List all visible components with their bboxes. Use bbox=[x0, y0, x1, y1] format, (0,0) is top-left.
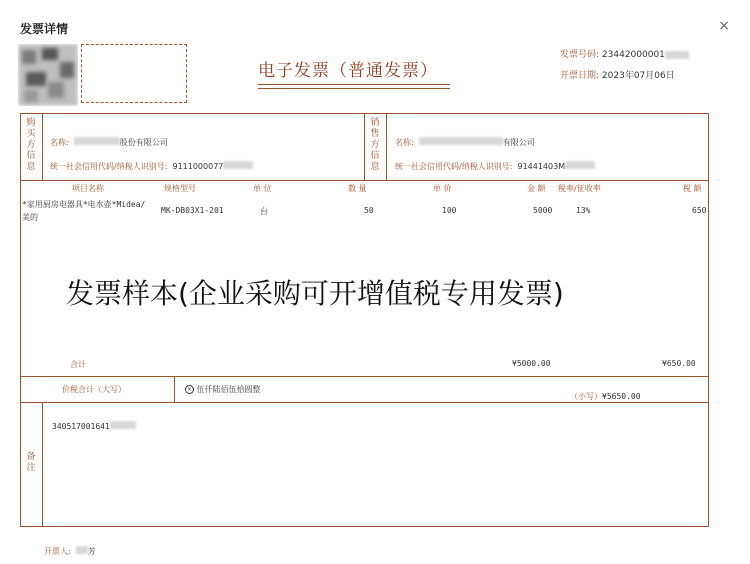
total-small-value: ¥5650.00 bbox=[602, 392, 641, 401]
title-underline bbox=[258, 84, 450, 85]
label-char: 息 bbox=[370, 162, 380, 172]
header-tax: 税 额 bbox=[683, 184, 702, 193]
buyer-name-value: 股份有限公司 bbox=[119, 138, 168, 147]
seller-name bbox=[395, 130, 535, 149]
invoice-date bbox=[560, 68, 675, 81]
subtotal-label: 合计 bbox=[70, 360, 86, 369]
seal-placeholder bbox=[81, 44, 187, 103]
total-uppercase-value: 伍仟陆佰伍拾圆整 bbox=[196, 385, 261, 394]
seller-tax-value: 91441403M bbox=[517, 162, 566, 171]
seller-name-value: 有限公司 bbox=[502, 138, 535, 147]
item-name: *家用厨房电器具*电水壶*Midea/ bbox=[22, 200, 146, 209]
buyer-section-label bbox=[25, 118, 37, 173]
total-small-label: （小写） bbox=[570, 392, 602, 401]
label-char: 方 bbox=[26, 140, 36, 150]
title-underline bbox=[258, 88, 450, 89]
item-unit: 台 bbox=[260, 207, 268, 216]
buyer-tax-label: 统一社会信用代码/纳税人识别号: bbox=[50, 162, 168, 171]
subtotal-tax: ¥650.00 bbox=[662, 359, 696, 368]
invoice-number-value: 23442000001 bbox=[601, 50, 665, 60]
invoice-number bbox=[560, 47, 689, 60]
divider bbox=[20, 376, 709, 377]
buyer-tax-id bbox=[50, 154, 253, 173]
total-small bbox=[570, 384, 641, 403]
subtotal-amount: ¥5000.00 bbox=[512, 359, 551, 368]
label-char: 信 bbox=[26, 151, 36, 161]
label-char: 售 bbox=[370, 129, 380, 139]
total-uppercase bbox=[185, 384, 261, 395]
buyer-name-label: 名称: bbox=[50, 138, 69, 147]
item-tax: 650 bbox=[692, 206, 707, 215]
item-amount: 5000 bbox=[533, 206, 553, 215]
buyer-tax-value: 9111000077 bbox=[172, 162, 224, 171]
invoice-date-value: 2023年07月06日 bbox=[601, 71, 675, 81]
sample-watermark: 发票样本(企业采购可开增值税专用发票) bbox=[66, 277, 564, 310]
header-rate: 税率/征收率 bbox=[558, 184, 601, 193]
divider bbox=[386, 113, 387, 180]
header-price: 单 价 bbox=[433, 184, 452, 193]
header-unit: 单 位 bbox=[253, 184, 272, 193]
buyer-name bbox=[50, 130, 168, 149]
item-price: 100 bbox=[442, 206, 457, 215]
seller-section-label bbox=[369, 118, 381, 173]
header-qty: 数 量 bbox=[348, 184, 367, 193]
divider bbox=[174, 376, 175, 402]
invoice-title: 电子发票（普通发票） bbox=[258, 61, 438, 81]
issuer-label: 开票人: bbox=[44, 547, 71, 556]
label-char: 信 bbox=[370, 151, 380, 161]
invoice-number-label: 发票号码: bbox=[560, 50, 600, 60]
seller-tax-label: 统一社会信用代码/纳税人识别号: bbox=[395, 162, 513, 171]
item-qty: 50 bbox=[364, 206, 374, 215]
qr-code bbox=[18, 44, 78, 106]
label-char: 方 bbox=[370, 140, 380, 150]
remarks-text: 340517001641 bbox=[52, 422, 110, 431]
item-name: 美的 bbox=[22, 213, 38, 222]
label-char: 销 bbox=[370, 118, 380, 128]
label-char: 购 bbox=[26, 118, 36, 128]
label-char: 注 bbox=[26, 463, 36, 473]
label-char: 买 bbox=[26, 129, 36, 139]
label-char: 备 bbox=[26, 452, 36, 462]
header-name: 项目名称 bbox=[72, 184, 104, 193]
dialog-title: 发票详情 bbox=[20, 22, 69, 36]
divider bbox=[20, 180, 709, 181]
divider bbox=[42, 113, 43, 180]
divider bbox=[42, 402, 43, 527]
seller-tax-id bbox=[395, 154, 595, 173]
total-label: 价税合计（大写） bbox=[62, 385, 126, 394]
close-icon[interactable]: × bbox=[718, 18, 730, 34]
remarks-value bbox=[52, 414, 136, 433]
remarks-label bbox=[25, 452, 37, 474]
issuer-value: 芳 bbox=[87, 547, 96, 556]
table-row bbox=[22, 198, 145, 224]
circled-x-icon: × bbox=[186, 386, 193, 393]
header-amount: 金 额 bbox=[527, 184, 546, 193]
header-spec: 规格型号 bbox=[164, 184, 196, 193]
item-rate: 13% bbox=[576, 206, 591, 215]
divider bbox=[364, 113, 365, 180]
issuer bbox=[44, 539, 96, 558]
label-char: 息 bbox=[26, 162, 36, 172]
seller-name-label: 名称: bbox=[395, 138, 414, 147]
invoice-date-label: 开票日期: bbox=[560, 71, 600, 81]
item-spec: MK-DB03X1-201 bbox=[161, 206, 224, 215]
